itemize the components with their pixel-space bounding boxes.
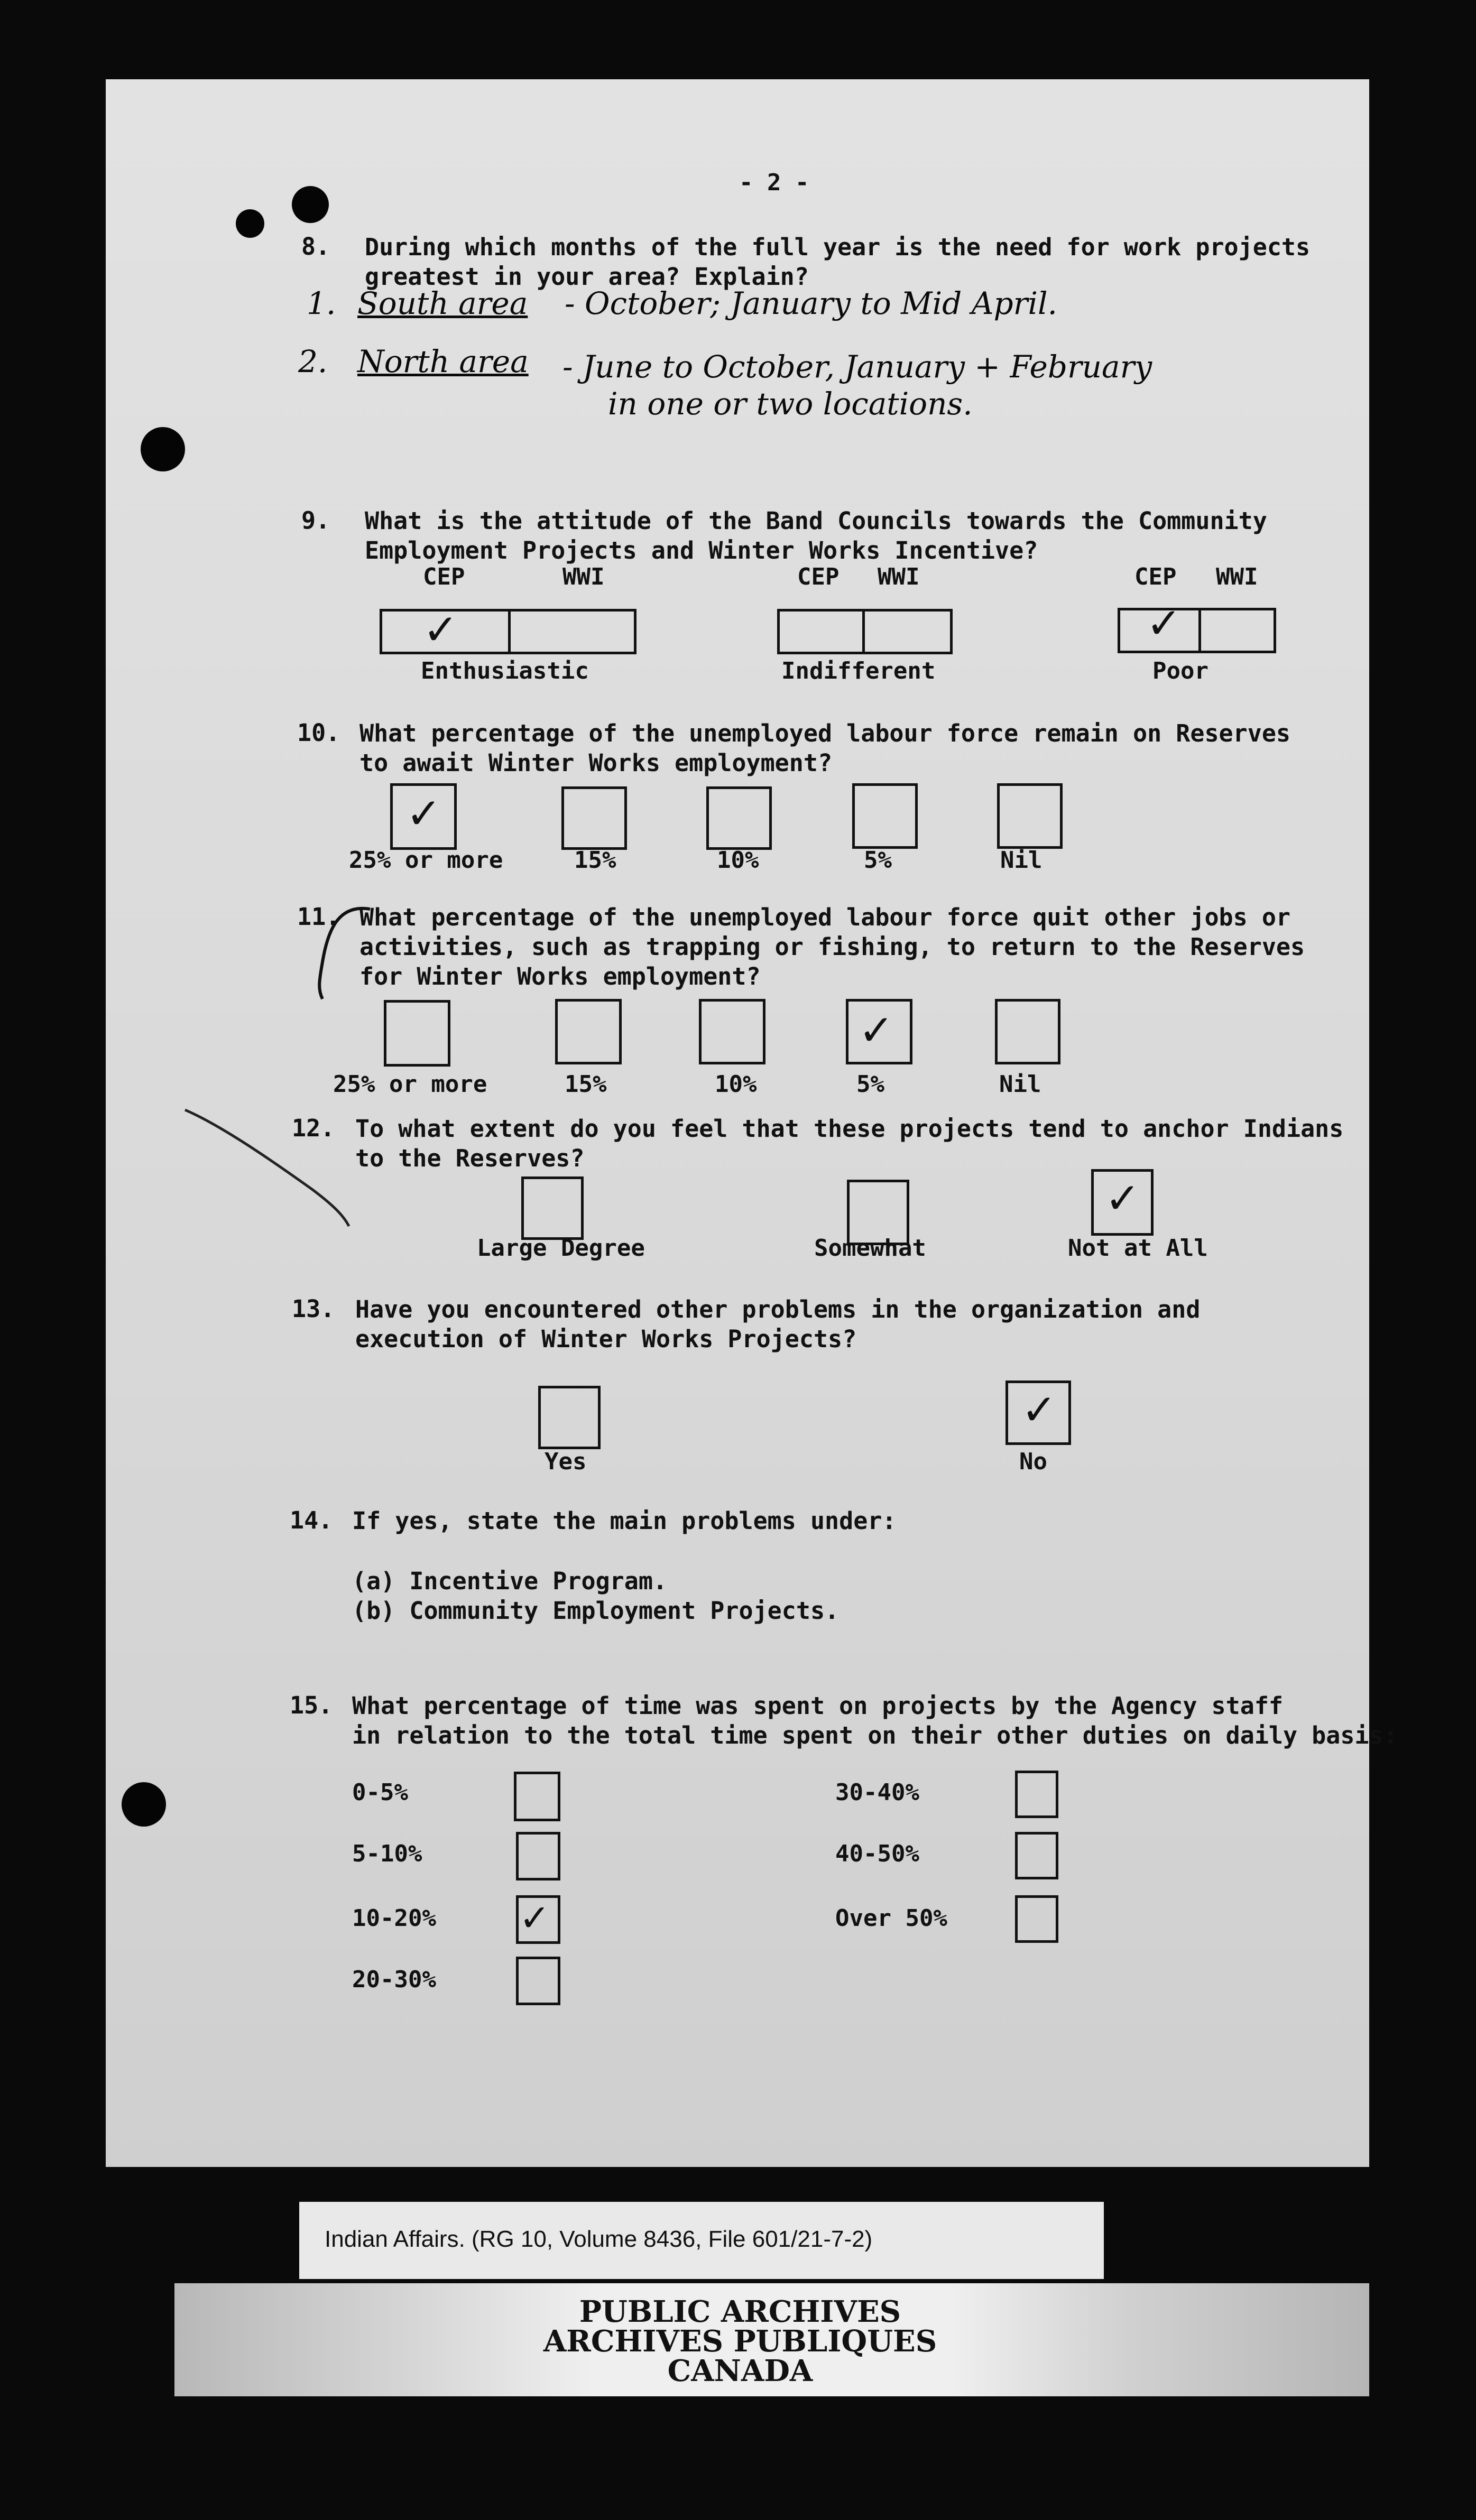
q9-wwi-label-3: WWI bbox=[1216, 563, 1258, 590]
q9-option-indifferent: Indifferent bbox=[781, 657, 936, 684]
q15-checkbox-0-5[interactable] bbox=[514, 1772, 560, 1821]
q12-option-not-at-all: Not at All bbox=[1068, 1235, 1208, 1262]
page-number: - 2 - bbox=[739, 169, 809, 196]
q11-text-line2: activities, such as trapping or fishing, to return to the Reserves bbox=[359, 933, 1305, 961]
q12-option-somewhat: Somewhat bbox=[814, 1235, 926, 1262]
q8-number: 8. bbox=[301, 233, 330, 261]
q14-number: 14. bbox=[290, 1506, 333, 1534]
q15-checkbox-40-50[interactable] bbox=[1015, 1832, 1058, 1879]
q13-text-line1: Have you encountered other problems in the organization and bbox=[355, 1295, 1201, 1323]
q9-wwi-label-1: WWI bbox=[562, 563, 605, 590]
q10-option-15: 15% bbox=[574, 847, 616, 874]
q15-text-line2: in relation to the total time spent on their other duties on daily basis: bbox=[352, 1721, 1398, 1749]
q9-enthusiastic-cep-check: ✓ bbox=[423, 605, 459, 654]
q10-option-10: 10% bbox=[717, 847, 759, 874]
q9-divider bbox=[862, 612, 865, 652]
q14-text: If yes, state the main problems under: bbox=[352, 1507, 897, 1535]
q15-checkbox-30-40[interactable] bbox=[1015, 1771, 1058, 1818]
q10-checkbox-5[interactable] bbox=[852, 783, 918, 849]
q10-checkbox-nil[interactable] bbox=[997, 783, 1063, 849]
q13-option-yes: Yes bbox=[545, 1448, 587, 1475]
q10-checkbox-15[interactable] bbox=[561, 786, 627, 850]
q10-text-line1: What percentage of the unemployed labour force remain on Reserves bbox=[359, 719, 1290, 747]
q9-poor-cep-check: ✓ bbox=[1146, 599, 1182, 648]
archives-line-english: PUBLIC ARCHIVES bbox=[579, 2294, 901, 2329]
q10-option-25-or-more: 25% or more bbox=[349, 847, 503, 874]
q10-checkbox-10[interactable] bbox=[706, 786, 772, 850]
q10-option-nil: Nil bbox=[1000, 847, 1043, 874]
q11-text-line1: What percentage of the unemployed labour force quit other jobs or bbox=[359, 903, 1290, 931]
q12-text-line2: to the Reserves? bbox=[355, 1144, 585, 1172]
citation-label bbox=[299, 2202, 1104, 2279]
punch-hole-middle bbox=[141, 427, 185, 471]
q15-checkbox-over-50[interactable] bbox=[1015, 1895, 1058, 1943]
q11-option-25-or-more: 25% or more bbox=[333, 1071, 487, 1098]
q10-number: 10. bbox=[297, 719, 340, 747]
q8-answer1-number: 1. bbox=[307, 285, 336, 321]
q8-answer1-area: South area bbox=[357, 285, 528, 321]
q11-checkbox-15[interactable] bbox=[555, 999, 622, 1064]
archives-line-french: ARCHIVES PUBLIQUES bbox=[543, 2324, 937, 2359]
q11-option-5: 5% bbox=[856, 1071, 884, 1098]
q8-text-line2: greatest in your area? Explain? bbox=[365, 263, 809, 291]
archives-stamp bbox=[402, 2294, 1078, 2388]
q12-hand-stroke bbox=[180, 1105, 354, 1231]
q15-option-40-50: 40-50% bbox=[835, 1840, 919, 1867]
q13-text-line2: execution of Winter Works Projects? bbox=[355, 1325, 857, 1353]
q14-item-a: (a) Incentive Program. bbox=[352, 1567, 668, 1595]
q9-enthusiastic-checkbox-pair[interactable] bbox=[380, 605, 636, 654]
q11-text-line3: for Winter Works employment? bbox=[359, 962, 761, 990]
q11-check-mark: ✓ bbox=[859, 1006, 894, 1055]
q12-text-line1: To what extent do you feel that these projects tend to anchor Indians bbox=[355, 1115, 1344, 1143]
q12-checkbox-large-degree[interactable] bbox=[521, 1176, 584, 1240]
q13-checkbox-yes[interactable] bbox=[538, 1386, 601, 1449]
q11-checkbox-nil[interactable] bbox=[995, 999, 1060, 1064]
q9-cep-label-1: CEP bbox=[423, 563, 465, 590]
q8-answer2-continuation: in one or two locations. bbox=[608, 386, 973, 422]
q10-text-line2: to await Winter Works employment? bbox=[359, 749, 833, 777]
q15-number: 15. bbox=[290, 1691, 333, 1719]
q15-checkbox-5-10[interactable] bbox=[516, 1832, 560, 1880]
q15-option-20-30: 20-30% bbox=[352, 1966, 436, 1993]
q9-indifferent-checkbox-pair[interactable] bbox=[777, 609, 953, 654]
q10-option-5: 5% bbox=[864, 847, 892, 874]
q15-option-5-10: 5-10% bbox=[352, 1840, 422, 1867]
q14-item-b: (b) Community Employment Projects. bbox=[352, 1597, 840, 1625]
q13-check-mark: ✓ bbox=[1021, 1385, 1057, 1434]
q13-option-no: No bbox=[1019, 1448, 1047, 1475]
q13-number: 13. bbox=[292, 1295, 335, 1323]
bleed-through bbox=[423, 391, 1216, 402]
q8-answer2-number: 2. bbox=[298, 344, 328, 379]
punch-hole-top bbox=[292, 186, 329, 223]
q15-option-30-40: 30-40% bbox=[835, 1779, 919, 1806]
q12-option-large-degree: Large Degree bbox=[477, 1235, 645, 1262]
q8-answer2-text: - June to October, January + February bbox=[562, 349, 1152, 385]
q9-text-line1: What is the attitude of the Band Councils towards the Community bbox=[365, 507, 1267, 535]
q15-option-10-20: 10-20% bbox=[352, 1905, 436, 1932]
q8-answer2-area: North area bbox=[357, 344, 529, 379]
q11-option-nil: Nil bbox=[999, 1071, 1041, 1098]
q11-option-10: 10% bbox=[715, 1071, 757, 1098]
q8-text-line1: During which months of the full year is the need for work projects bbox=[365, 233, 1311, 261]
q9-cep-label-2: CEP bbox=[797, 563, 840, 590]
q15-option-0-5: 0-5% bbox=[352, 1779, 408, 1806]
q9-cep-label-3: CEP bbox=[1134, 563, 1177, 590]
citation-text: Indian Affairs. (RG 10, Volume 8436, File 601/21-7-2) bbox=[325, 2226, 873, 2252]
q11-checkbox-10[interactable] bbox=[699, 999, 765, 1064]
q9-text-line2: Employment Projects and Winter Works Incentive? bbox=[365, 536, 1038, 564]
q11-option-15: 15% bbox=[565, 1071, 607, 1098]
q11-hand-bracket bbox=[307, 898, 375, 1004]
q9-wwi-label-2: WWI bbox=[878, 563, 920, 590]
q9-poor-checkbox-pair[interactable] bbox=[1118, 608, 1276, 653]
q9-divider bbox=[1198, 610, 1201, 651]
q11-checkbox-25-or-more[interactable] bbox=[384, 1000, 450, 1067]
q8-answer1-text: - October; January to Mid April. bbox=[565, 285, 1057, 321]
q15-checkbox-20-30[interactable] bbox=[516, 1957, 560, 2005]
q15-option-over-50: Over 50% bbox=[835, 1905, 947, 1932]
q12-number: 12. bbox=[292, 1114, 335, 1142]
punch-hole-bottom bbox=[122, 1782, 166, 1827]
q9-option-enthusiastic: Enthusiastic bbox=[421, 657, 589, 684]
q15-check-mark: ✓ bbox=[519, 1896, 550, 1940]
q10-check-mark: ✓ bbox=[406, 789, 442, 838]
q15-text-line1: What percentage of time was spent on projects by the Agency staff bbox=[352, 1692, 1283, 1720]
q11-number: 11. bbox=[297, 903, 340, 931]
q9-divider bbox=[508, 612, 511, 652]
archives-line-country: CANADA bbox=[667, 2354, 813, 2388]
q12-check-mark: ✓ bbox=[1105, 1174, 1141, 1223]
q9-option-poor: Poor bbox=[1152, 657, 1209, 684]
punch-hole-top-small bbox=[236, 209, 264, 238]
q9-number: 9. bbox=[301, 506, 330, 534]
